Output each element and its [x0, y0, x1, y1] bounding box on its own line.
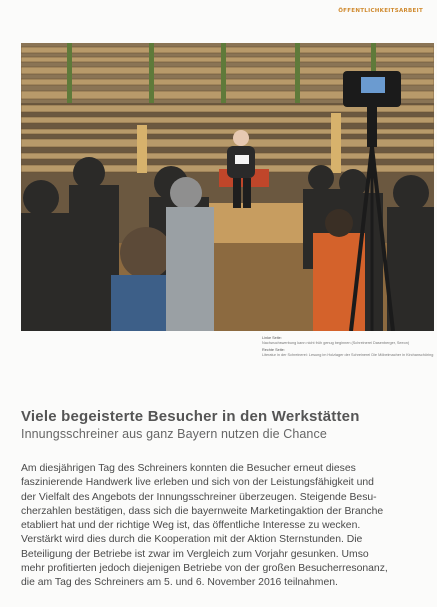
body-line: Verstärkt wird dies durch die Kooperation mit der Aktion Sternstunden. Die	[21, 534, 363, 546]
lumber-store-reading-illustration	[21, 43, 434, 331]
body-line: mehr profitierten jedoch diejenigen Betriebe von der großen Besucherresonanz,	[21, 563, 388, 575]
body-line: etabliert hat und der richtige Weg ist, das öffentliche Interesse zu wecken.	[21, 520, 361, 532]
body-line: die am Tag des Schreiners am 5. und 6. November 2016 teilnahmen.	[21, 577, 338, 589]
section-label: ÖFFENTLICHKEITSARBEIT	[338, 8, 423, 14]
body-line: cherzahlen bestätigen, dass sich die bayernweite Marketingaktion der Branche	[21, 505, 384, 517]
caption-heading: Rechte Seite:	[262, 348, 285, 352]
event-photo	[21, 43, 434, 331]
caption-text: Nachwuchswerbung kann nicht früh genug beginnen (Schreinerei Dasenberger, Seeon)	[262, 341, 410, 345]
caption-heading: Linke Seite:	[262, 336, 282, 340]
body-line: Am diesjährigen Tag des Schreiners konnten die Besucher erneut dieses	[21, 463, 356, 474]
body-line: Beteiligung der Betriebe ist zwar im Vergleich zum Vorjahr gesunken. Umso	[21, 548, 369, 560]
caption-text: Literatur in der Schreinerei: Lesung im Holzlager der Schreinerei Die Möbelmacher in Kirchanschöring	[262, 353, 434, 357]
body-line: der Vielfalt des Angebots der Innungsschreiner überzeugen. Steigende Besu-	[21, 491, 377, 503]
photo-captions	[262, 336, 434, 360]
body-line: faszinierende Handwerk live erleben und sich von der Leistungsfähigkeit und	[21, 477, 374, 489]
article-headline: Viele begeisterte Besucher in den Werkstätten	[21, 408, 360, 425]
article-body	[21, 462, 434, 591]
caption-left	[262, 336, 434, 346]
article-subheadline: Innungsschreiner aus ganz Bayern nutzen die Chance	[21, 427, 327, 441]
caption-right	[262, 348, 434, 358]
